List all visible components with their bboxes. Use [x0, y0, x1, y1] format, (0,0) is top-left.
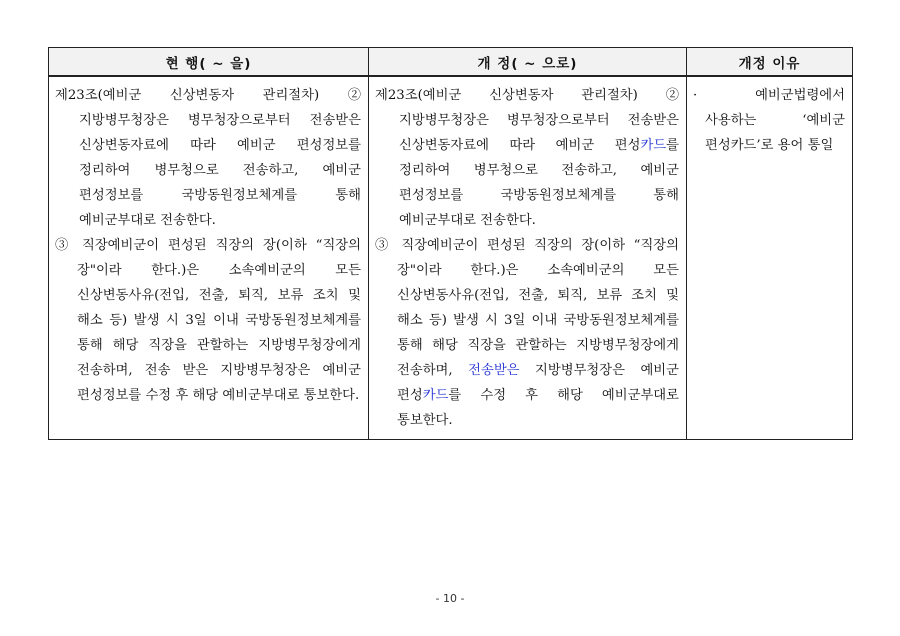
current-text-cell [49, 76, 369, 440]
header-revised: 개 정( ~ 으로) [369, 48, 687, 77]
table-header-row [49, 48, 853, 77]
revised-paragraph-3 [375, 233, 679, 433]
header-current: 현 행( ~ 을) [49, 48, 369, 77]
revised-p2-text-a: 제23조(예비군 신상변동자 관리절차) ② 지방병무청장은 병무청장으로부터 전송받은 신상변동자료에 따라 예비군 편성 [375, 88, 679, 153]
reason-item: · 예비군법령에서 사용하는 ‘예비군 편성카드’로 용어 통일 [693, 88, 845, 153]
revised-p3-highlight-sent: 전송받은 [468, 363, 520, 378]
revised-p2-highlight-card: 카드 [640, 138, 667, 153]
header-reason: 개정 이유 [687, 48, 853, 77]
revised-p2-text-b: 를 정리하여 병무청으로 전송하고, 예비군 편성정보를 국방동원정보체계를 통해 예비군부대로 전송한다. [399, 138, 679, 228]
current-paragraph-3: ③ 직장예비군이 편성된 직장의 장(이하 “직장의 장"이라 한다.)은 소속예비군의 모든 신상변동사유(전입, 전출, 퇴직, 보류 조치 및 해소 등) 발생 시 3일 이내 국방동원정보체계를 통해 해당 직장을 관할하는 지방병무청장에게 전송하며, 전송 받은 지방병무청장은 예비군 편성정보를 수정 후 해당 예비군부대로 통보한다. [55, 238, 361, 403]
reason-text-cell [687, 76, 853, 440]
revised-p3-text-a: ③ 직장예비군이 편성된 직장의 장(이하 “직장의 장"이라 한다.)은 소속예비군의 모든 신상변동사유(전입, 전출, 퇴직, 보류 조치 및 해소 등) 발생 시 3일 이내 국방동원정보체계를 통해 해당 직장을 관할하는 지방병무청장에게 전송하며, [375, 238, 679, 378]
page-number: - 10 - [435, 592, 465, 605]
current-paragraph-2: 제23조(예비군 신상변동자 관리절차) ② 지방병무청장은 병무청장으로부터 전송받은 신상변동자료에 따라 예비군 편성정보를 정리하여 병무청으로 전송하고, 예비군 편성정보를 국방동원정보체계를 통해 예비군부대로 전송한다. [55, 88, 361, 228]
table-row [49, 76, 853, 440]
revision-comparison-table [48, 47, 853, 440]
revised-paragraph-2 [375, 83, 679, 233]
revised-p3-text-b: 지방병무청장은 예비군 편성 [397, 363, 679, 403]
revised-p3-text-c: 를 수정 후 해당 예비군부대로 통보한다. [397, 388, 679, 428]
revised-p3-highlight-card: 카드 [422, 388, 449, 403]
revised-text-cell [369, 76, 687, 440]
